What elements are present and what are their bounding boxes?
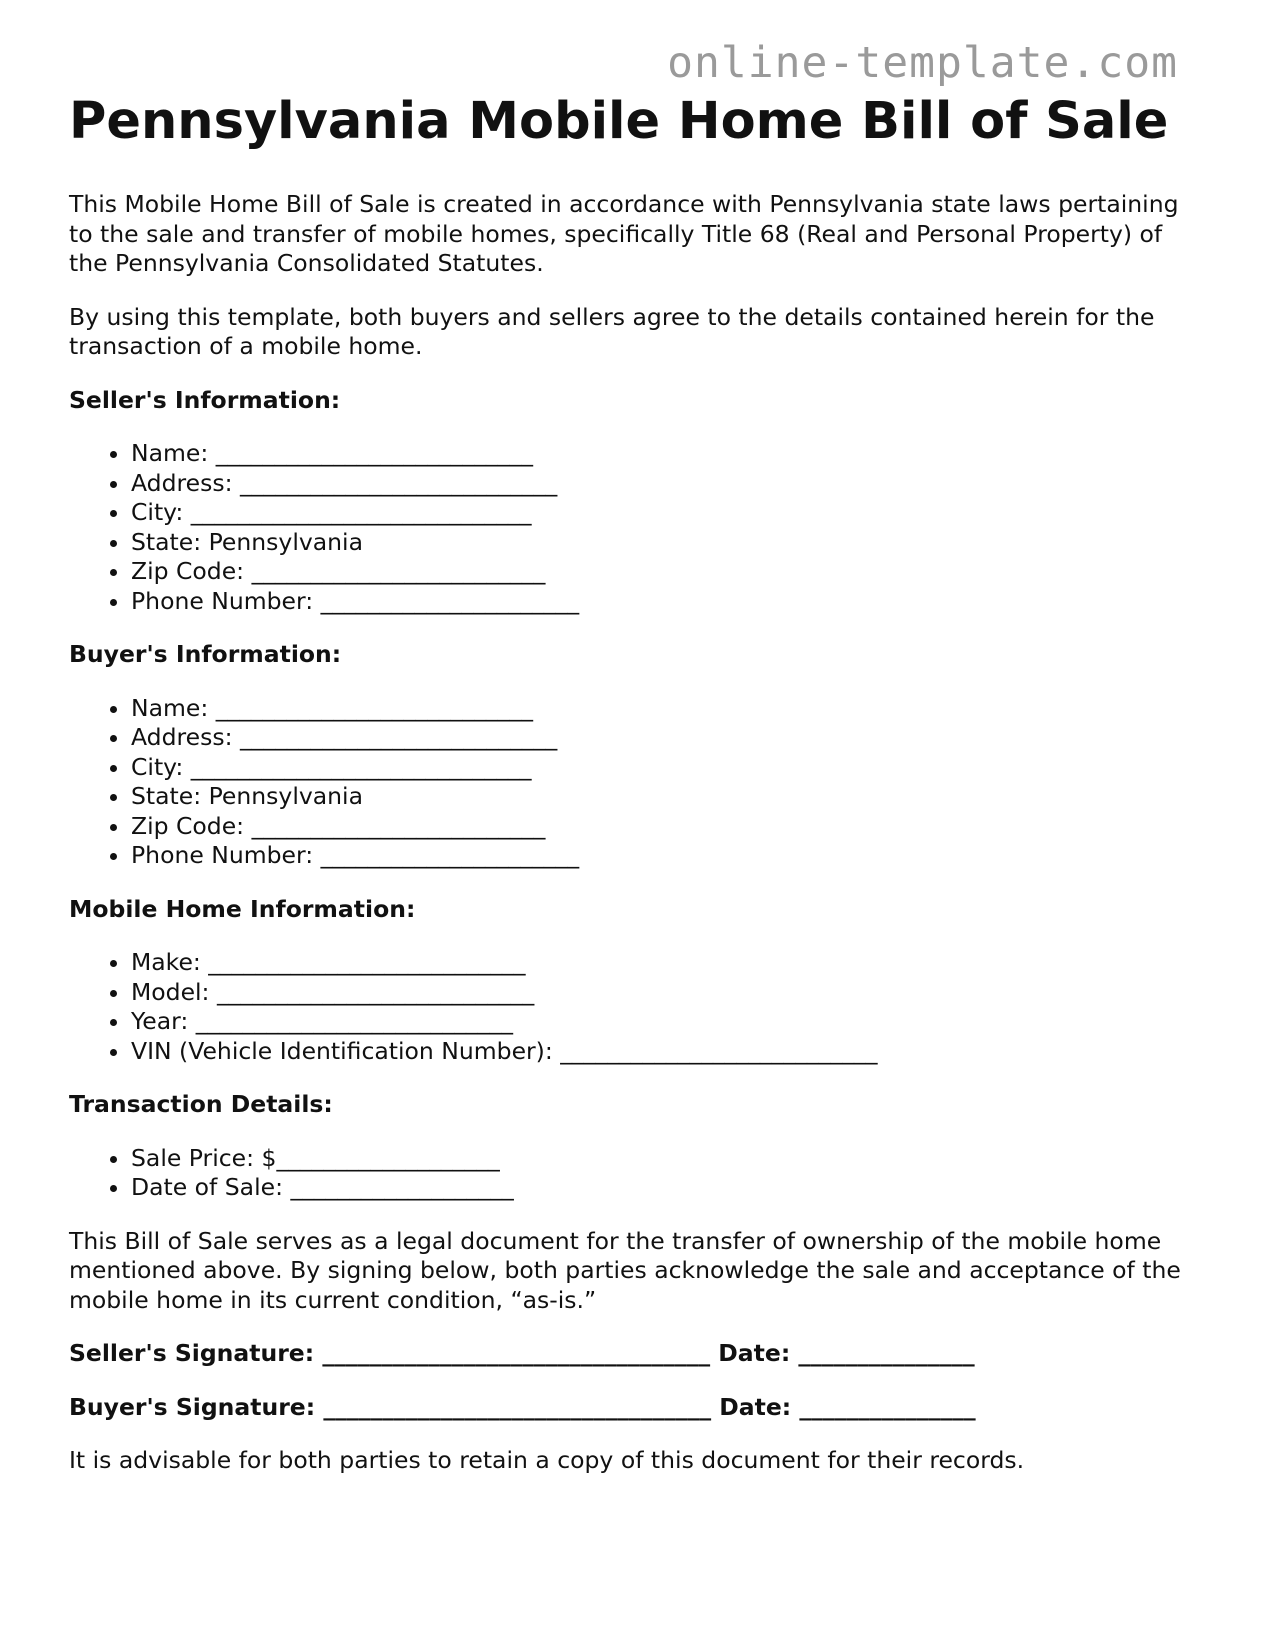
mobile-home-info-list [69,948,1189,1066]
transaction-details-list [69,1144,1189,1203]
closing-paragraph: This Bill of Sale serves as a legal document for the transfer of ownership of the mobile home mentioned above. By signing below, both parties acknowledge the sale and acceptance of the mobile home in its current condition, “as-is.” [69,1226,1181,1314]
home-model-field: • Model: ___________________________ [131,978,1189,1008]
document-title: Pennsylvania Mobile Home Bill of Sale [69,92,1169,151]
buyer-phone-field: • Phone Number: ______________________ [131,841,1189,871]
buyer-state-field: • State: Pennsylvania [131,782,1189,812]
home-make-field: • Make: ___________________________ [131,948,1189,978]
buyer-date-label: Date: [719,1392,792,1421]
seller-phone-field: • Phone Number: ______________________ [131,587,1189,617]
seller-signature-blank: _________________________________ [314,1339,719,1367]
seller-state-field: • State: Pennsylvania [131,528,1189,558]
home-vin-field: • VIN (Vehicle Identification Number): ___________________________ [131,1037,1189,1067]
agreement-paragraph: By using this template, both buyers and sellers agree to the details contained herein for the transaction of a mobile home. [69,302,1155,360]
document-body [69,94,1189,1476]
seller-address-field: • Address: ___________________________ [131,469,1189,499]
buyer-signature-blank: _________________________________ [315,1392,720,1421]
record-retention-note: It is advisable for both parties to retain a copy of this document for their records. [69,1446,1025,1474]
buyer-info-list [69,694,1189,871]
buyer-date-blank: _______________ [791,1392,976,1421]
seller-info-list [69,439,1189,616]
seller-date-blank: _______________ [790,1339,975,1367]
buyer-zip-field: • Zip Code: _________________________ [131,812,1189,842]
buyer-info-heading: Buyer's Information: [69,640,342,668]
home-year-field: • Year: ___________________________ [131,1007,1189,1037]
buyer-signature-line [69,1393,1189,1423]
seller-signature-label: Seller's Signature: [69,1339,315,1367]
intro-paragraph: This Mobile Home Bill of Sale is created in accordance with Pennsylvania state laws pertaining to the sale and transfer of mobile homes, specifically Title 68 (Real and Personal Property) of the Pennsylvania Consolidated Statutes. [69,190,1179,277]
sale-date-field: • Date of Sale: ___________________ [131,1173,1189,1203]
watermark: online-template.com [667,38,1178,88]
seller-date-label: Date: [718,1339,791,1367]
seller-name-field: • Name: ___________________________ [131,439,1189,469]
transaction-details-heading: Transaction Details: [69,1090,333,1118]
seller-info-heading: Seller's Information: [69,385,341,414]
mobile-home-info-heading: Mobile Home Information: [69,894,416,923]
buyer-city-field: • City: _____________________________ [131,753,1189,783]
seller-signature-line [69,1339,1189,1369]
seller-zip-field: • Zip Code: _________________________ [131,557,1189,587]
buyer-address-field: • Address: ___________________________ [131,723,1189,753]
buyer-name-field: • Name: ___________________________ [131,694,1189,724]
sale-price-field: • Sale Price: $___________________ [131,1144,1189,1174]
seller-city-field: • City: _____________________________ [131,498,1189,528]
buyer-signature-label: Buyer's Signature: [69,1392,316,1421]
